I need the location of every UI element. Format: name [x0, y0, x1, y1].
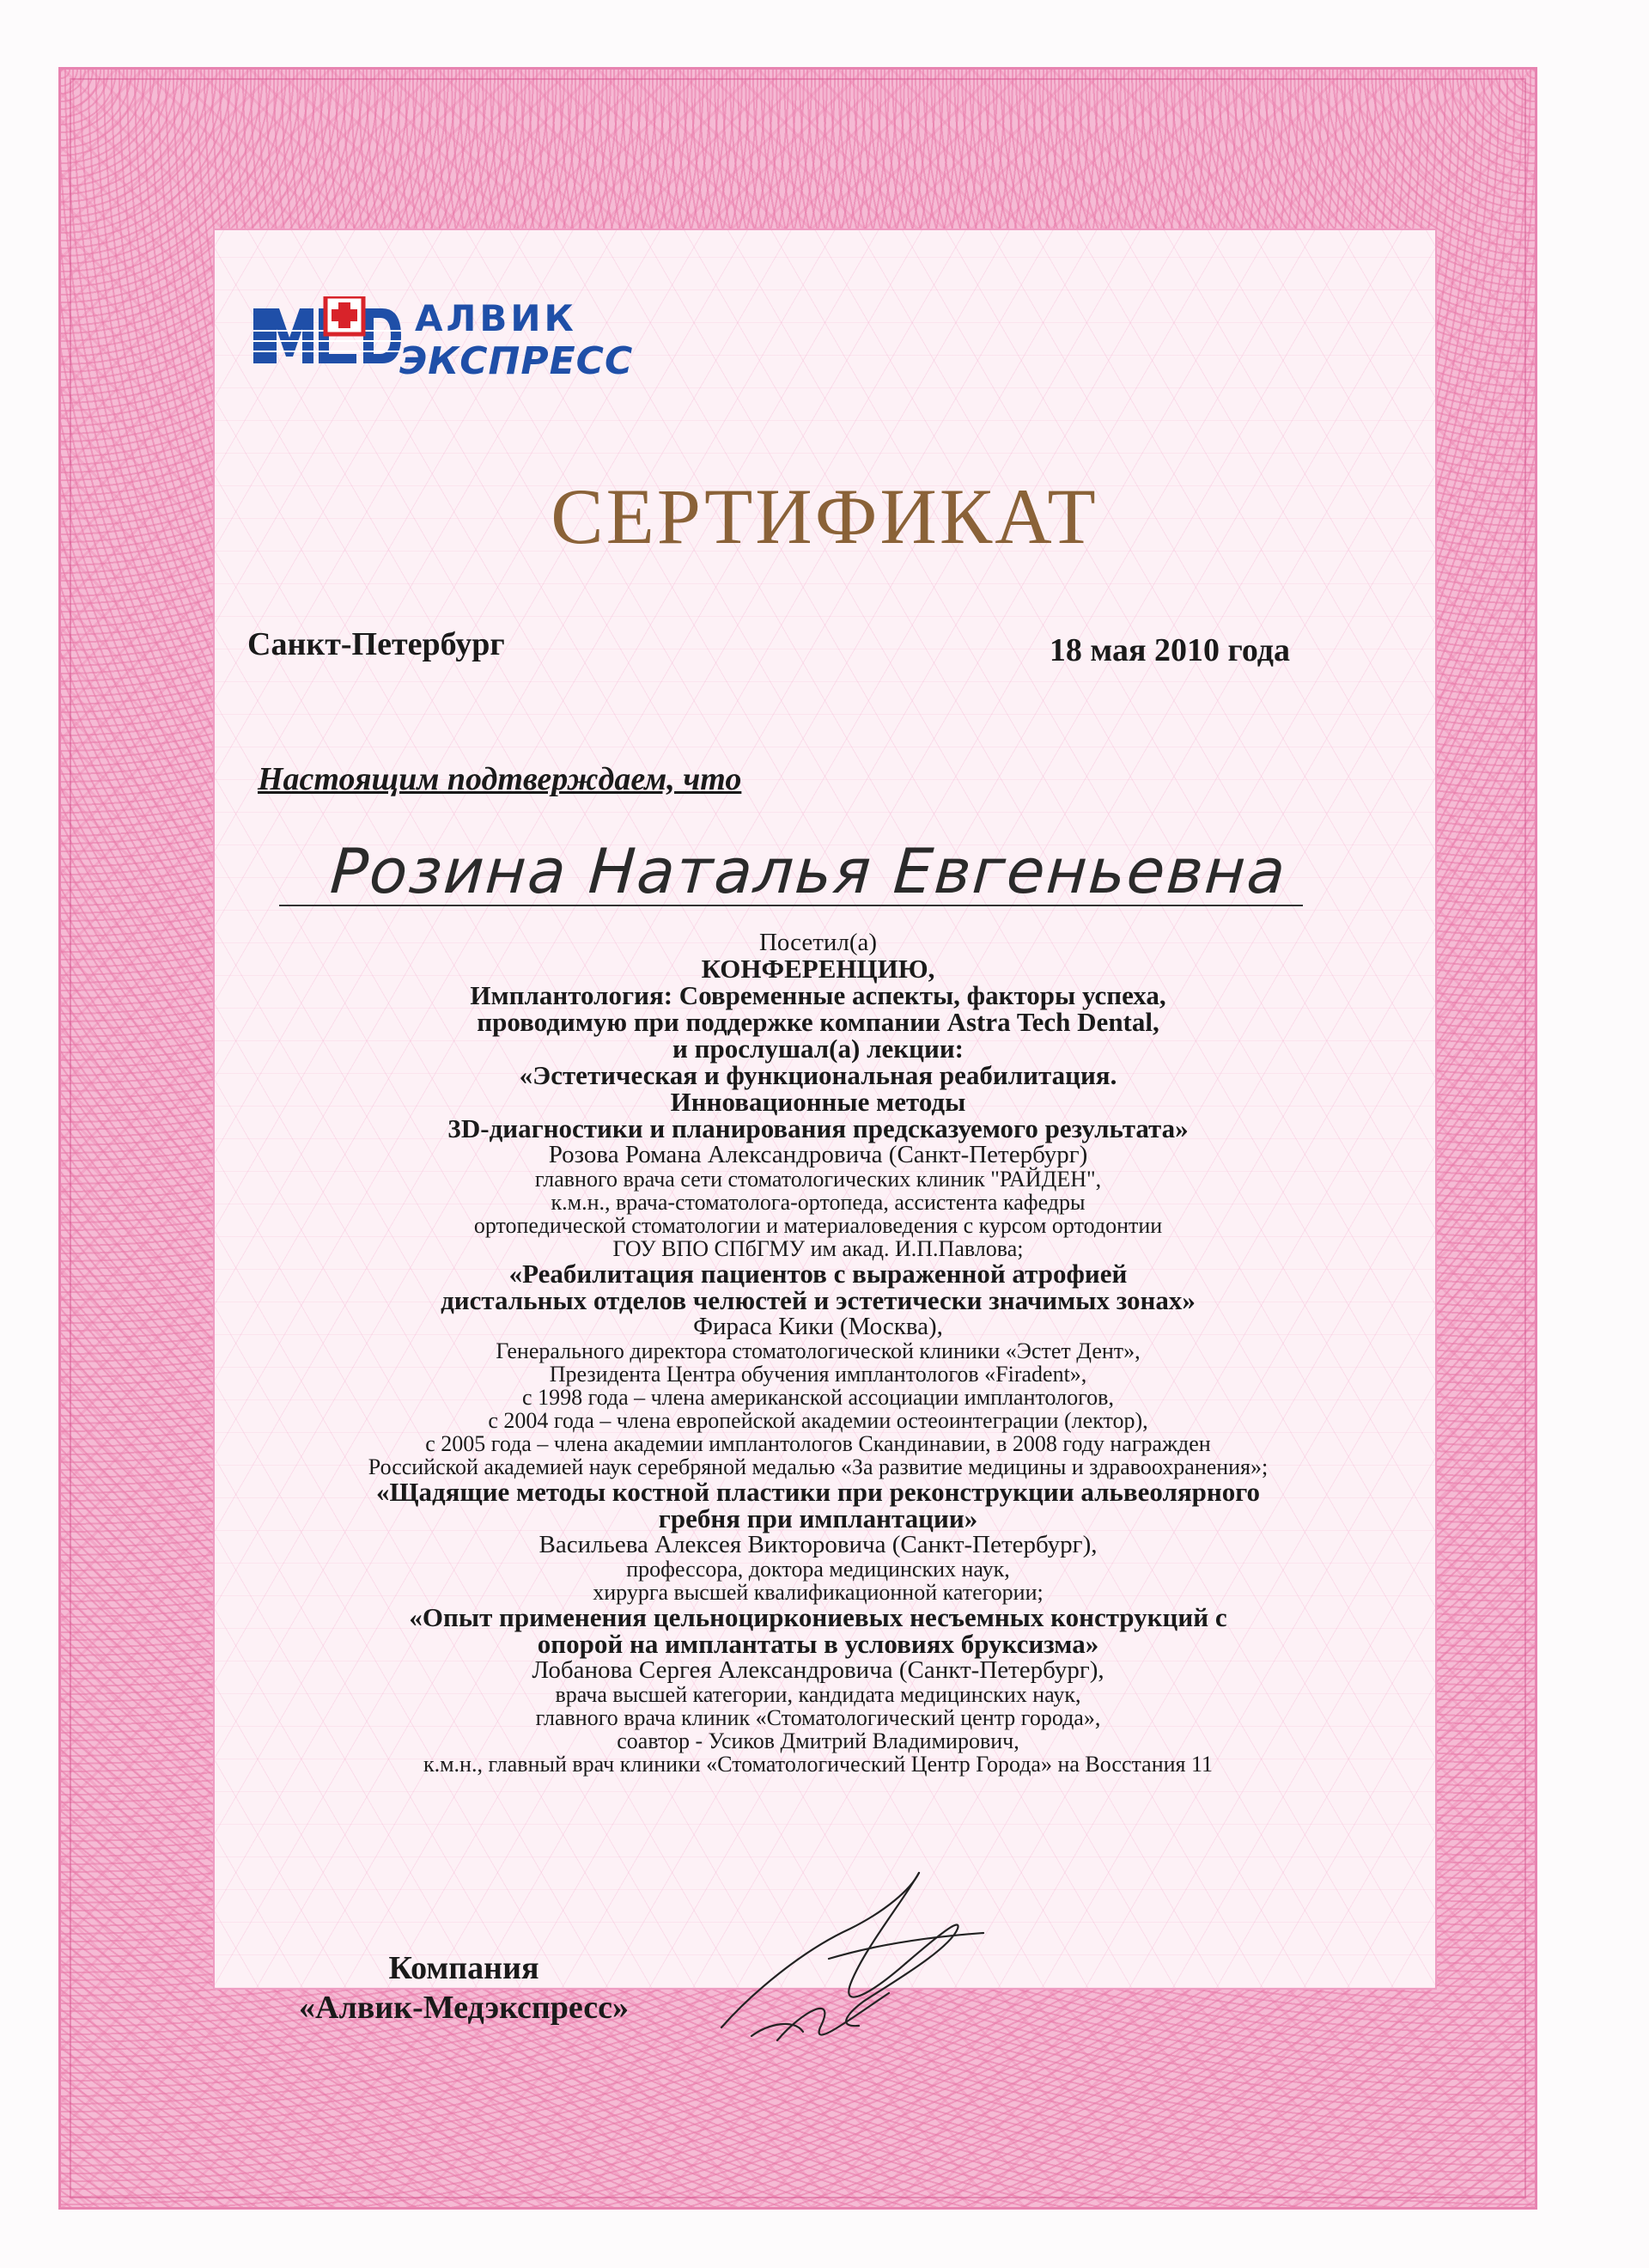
- lecture-1-title: «Эстетическая и функциональная реабилитация.: [519, 1060, 1117, 1090]
- lecturer-2-details: с 1998 года – члена американской ассоциации имплантологов,: [522, 1385, 1114, 1410]
- attended-label: Посетил(а): [758, 929, 878, 956]
- company-label: Компания: [388, 1950, 539, 1986]
- certificate-title: СЕРТИФИКАТ: [551, 472, 1098, 560]
- certificate-body: [283, 930, 1353, 1776]
- lecturer-4-name: Лобанова Сергея Александровича (Санкт-Петербург),: [532, 1656, 1104, 1684]
- recipient-name: Розина Наталья Евгеньевна: [328, 835, 1290, 907]
- lecture-1-title: 3D-диагностики и планирования предсказуемого результата»: [447, 1113, 1189, 1143]
- lecture-2-title: «Реабилитация пациентов с выраженной атрофией: [508, 1259, 1128, 1289]
- lecture-1-title: Инновационные методы: [670, 1087, 966, 1117]
- lecturer-3-name: Васильева Алексея Викторовича (Санкт-Петербург),: [539, 1531, 1098, 1558]
- lecturer-2-details: Генерального директора стоматологической клиники «Эстет Дент»,: [496, 1338, 1141, 1363]
- lecturer-2-details: с 2004 года – члена европейской академии остеоинтеграции (лектор),: [488, 1408, 1148, 1433]
- lecturer-1-name: Розова Романа Александровича (Санкт-Петербург): [548, 1141, 1088, 1168]
- logo-line-2: ЭКСПРЕСС: [399, 339, 634, 382]
- conference-title: Имплантология: Современные аспекты, факторы успеха,: [470, 980, 1166, 1010]
- lecturer-4-details: врача высшей категории, кандидата медицинских наук,: [555, 1682, 1081, 1707]
- conference-sponsor: проводимую при поддержке компании Astra Tech Dental,: [477, 1007, 1159, 1037]
- lecture-3-title: гребня при имплантации»: [658, 1503, 978, 1533]
- lecture-4-title: опорой на имплантаты в условиях бруксизма»: [537, 1629, 1099, 1659]
- name-underline: [279, 905, 1303, 906]
- lecturer-4-details: соавтор - Усиков Дмитрий Владимирович,: [617, 1728, 1019, 1753]
- med-mark: [253, 296, 401, 363]
- lectures-intro: и прослушал(а) лекции:: [672, 1033, 964, 1064]
- confirmation-phrase: Настоящим подтверждаем, что: [258, 761, 742, 797]
- issuer-company: [249, 1948, 678, 2027]
- lecturer-1-details: ортопедической стоматологии и материаловедения с курсом ортодонтии: [473, 1213, 1163, 1238]
- city: Санкт-Петербург: [247, 626, 505, 662]
- issue-date: 18 мая 2010 года: [1049, 632, 1290, 668]
- lecturer-2-details: Президента Центра обучения имплантологов «Firadent»,: [549, 1362, 1087, 1387]
- lecturer-1-details: главного врача сети стоматологических клиник "РАЙДЕН",: [534, 1167, 1102, 1192]
- signature: [700, 1864, 1026, 2062]
- lecturer-2-details: Российской академией наук серебряной медалью «За развитие медицины и здравоохранения»;: [368, 1454, 1269, 1479]
- lecturer-3-details: хирурга высшей квалификационной категории;: [593, 1580, 1044, 1605]
- lecturer-4-details: к.м.н., главный врач клиники «Стоматологический Центр Города» на Восстания 11: [423, 1752, 1214, 1777]
- lecturer-3-details: профессора, доктора медицинских наук,: [626, 1557, 1010, 1582]
- company-logo: [253, 296, 648, 382]
- lecturer-2-name: Фираса Кики (Москва),: [693, 1313, 943, 1340]
- event-type: КОНФЕРЕНЦИЮ,: [701, 954, 935, 984]
- company-name: «Алвик-Медэкспресс»: [299, 1990, 629, 2026]
- lecture-4-title: «Опыт применения цельноциркониевых несъемных конструкций с: [409, 1602, 1227, 1632]
- lecture-3-title: «Щадящие методы костной пластики при реконструкции альвеолярного: [375, 1477, 1261, 1507]
- lecturer-4-details: главного врача клиник «Стоматологический центр города»,: [535, 1705, 1101, 1730]
- lecturer-1-details: ГОУ ВПО СПбГМУ им акад. И.П.Павлова;: [612, 1236, 1024, 1261]
- lecture-2-title: дистальных отделов челюстей и эстетически значимых зонах»: [441, 1285, 1196, 1315]
- lecturer-2-details: с 2005 года – члена академии имплантологов Скандинавии, в 2008 году награжден: [425, 1431, 1211, 1456]
- lecturer-1-details: к.м.н., врача-стоматолога-ортопеда, ассистента кафедры: [551, 1190, 1086, 1215]
- logo-line-1: АЛВИК: [415, 297, 577, 339]
